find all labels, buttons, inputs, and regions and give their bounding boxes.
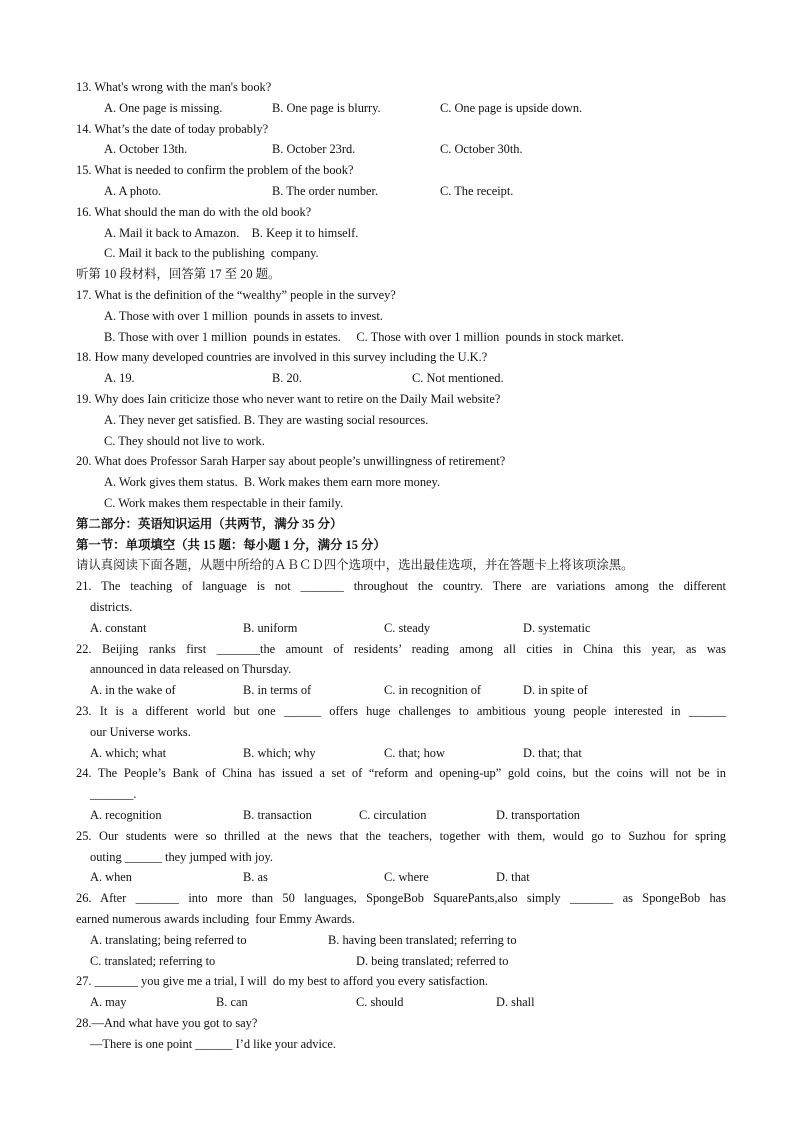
q26-stem-cont: earned numerous awards including four Emmy Awards. xyxy=(76,912,355,926)
q25-stem: 25. Our students were so thrilled at the news that the teachers, together with them, would go to Suzhou for spring xyxy=(76,829,726,843)
q22-option-b: B. in terms of xyxy=(243,683,312,697)
q21-stem: 21. The teaching of language is not _______ throughout the country. There are variations among the different xyxy=(76,579,726,593)
q17-options-bc: B. Those with over 1 million pounds in estates. C. Those with over 1 million pounds in stock market. xyxy=(104,330,624,344)
q24-option-a: A. recognition xyxy=(90,808,162,822)
q24-stem-cont: _______. xyxy=(90,787,137,801)
q14-option-b: B. October 23rd. xyxy=(272,142,356,156)
q24-option-d: D. transportation xyxy=(496,808,580,822)
q28-reply: —There is one point ______ I’d like your advice. xyxy=(90,1037,337,1051)
part2-title: 第二部分：英语知识运用（共两节，满分 35 分） xyxy=(76,517,343,531)
q23-option-a: A. which; what xyxy=(90,746,167,760)
q26-option-a: A. translating; being referred to xyxy=(90,933,247,947)
q27-option-a: A. may xyxy=(90,995,127,1009)
q28-stem: 28.—And what have you got to say? xyxy=(76,1016,258,1030)
q16-stem: 16. What should the man do with the old book? xyxy=(76,205,312,219)
q26-option-b: B. having been translated; referring to xyxy=(328,933,517,947)
q23-stem: 23. It is a different world but one ______ offers huge challenges to ambitious young people interested in ______ xyxy=(76,704,726,718)
q23-option-c: C. that; how xyxy=(384,746,445,760)
q24-stem: 24. The People’s Bank of China has issued a set of “reform and opening-up” gold coins, but the coins will not be in xyxy=(76,766,726,780)
q19-stem: 19. Why does Iain criticize those who never want to retire on the Daily Mail website? xyxy=(76,392,501,406)
q27-option-c: C. should xyxy=(356,995,404,1009)
q14-option-c: C. October 30th. xyxy=(440,142,523,156)
q16-options-ab: A. Mail it back to Amazon. B. Keep it to himself. xyxy=(104,226,359,240)
q24-option-b: B. transaction xyxy=(243,808,312,822)
q15-option-c: C. The receipt. xyxy=(440,184,514,198)
q16-option-c: C. Mail it back to the publishing company. xyxy=(104,246,319,260)
q20-option-c: C. Work makes them respectable in their family. xyxy=(104,496,344,510)
q19-options-ab: A. They never get satisfied. B. They are wasting social resources. xyxy=(104,413,429,427)
q27-option-d: D. shall xyxy=(496,995,535,1009)
q21-option-a: A. constant xyxy=(90,621,147,635)
q18-option-c: C. Not mentioned. xyxy=(412,371,504,385)
q25-option-b: B. as xyxy=(243,870,268,884)
q20-stem: 20. What does Professor Sarah Harper say about people’s unwillingness of retirement? xyxy=(76,454,506,468)
q19-option-c: C. They should not live to work. xyxy=(104,434,265,448)
q17-stem: 17. What is the definition of the “wealthy” people in the survey? xyxy=(76,288,396,302)
q25-stem-cont: outing ______ they jumped with joy. xyxy=(90,850,273,864)
q15-stem: 15. What is needed to confirm the problem of the book? xyxy=(76,163,354,177)
q23-stem-cont: our Universe works. xyxy=(90,725,191,739)
q13-option-b: B. One page is blurry. xyxy=(272,101,381,115)
q21-option-b: B. uniform xyxy=(243,621,298,635)
q15-option-b: B. The order number. xyxy=(272,184,379,198)
q27-stem: 27. _______ you give me a trial, I will do my best to afford you every satisfaction. xyxy=(76,974,489,988)
q20-options-ab: A. Work gives them status. B. Work makes them earn more money. xyxy=(104,475,441,489)
q26-option-d: D. being translated; referred to xyxy=(356,954,509,968)
q22-stem: 22. Beijing ranks first _______the amount of residents’ reading among all cities in China this year, as was xyxy=(76,642,726,656)
q25-option-a: A. when xyxy=(90,870,132,884)
part2-instruction: 请认真阅读下面各题，从题中所给的ＡＢＣＤ四个选项中，选出最佳选项，并在答题卡上将该项涂黑。 xyxy=(76,558,634,572)
q22-stem-cont: announced in data released on Thursday. xyxy=(90,662,292,676)
part2-section1-title: 第一节：单项填空（共 15 题：每小题 1 分，满分 15 分） xyxy=(76,538,386,552)
q22-option-c: C. in recognition of xyxy=(384,683,482,697)
q14-stem: 14. What’s the date of today probably? xyxy=(76,122,269,136)
q21-option-d: D. systematic xyxy=(523,621,591,635)
q21-option-c: C. steady xyxy=(384,621,431,635)
q27-option-b: B. can xyxy=(216,995,248,1009)
listening-section-10: 听第 10 段材料，回答第 17 至 20 题。 xyxy=(76,267,281,281)
q25-option-d: D. that xyxy=(496,870,530,884)
q26-option-c: C. translated; referring to xyxy=(90,954,216,968)
q18-option-a: A. 19. xyxy=(104,371,135,385)
q22-option-d: D. in spite of xyxy=(523,683,588,697)
q18-stem: 18. How many developed countries are involved in this survey including the U.K.? xyxy=(76,350,488,364)
q14-option-a: A. October 13th. xyxy=(104,142,188,156)
q25-option-c: C. where xyxy=(384,870,429,884)
q24-option-c: C. circulation xyxy=(359,808,427,822)
q13-stem: 13. What's wrong with the man's book? xyxy=(76,80,272,94)
q17-option-a: A. Those with over 1 million pounds in assets to invest. xyxy=(104,309,383,323)
q13-option-c: C. One page is upside down. xyxy=(440,101,583,115)
q21-stem-cont: districts. xyxy=(90,600,133,614)
q23-option-d: D. that; that xyxy=(523,746,582,760)
q23-option-b: B. which; why xyxy=(243,746,316,760)
q18-option-b: B. 20. xyxy=(272,371,302,385)
q26-stem: 26. After _______ into more than 50 languages, SpongeBob SquarePants,also simply _______ as SpongeBob has xyxy=(76,891,726,905)
q13-option-a: A. One page is missing. xyxy=(104,101,223,115)
q15-option-a: A. A photo. xyxy=(104,184,162,198)
q22-option-a: A. in the wake of xyxy=(90,683,176,697)
